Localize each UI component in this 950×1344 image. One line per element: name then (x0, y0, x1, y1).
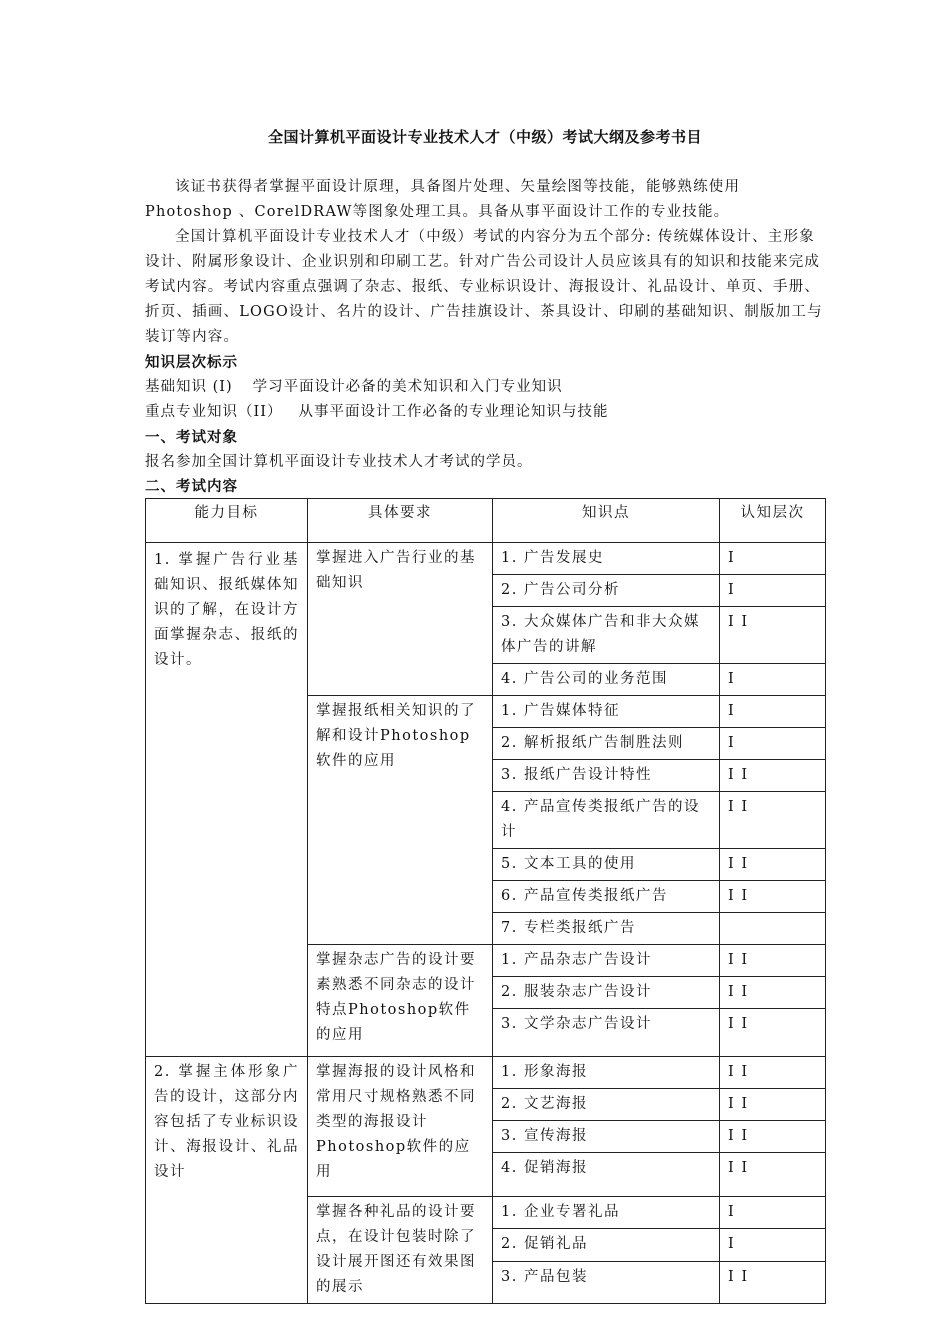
knowledge-point-cell: 7. 专栏类报纸广告 (493, 913, 720, 945)
knowledge-point-cell: 2. 服装杂志广告设计 (493, 977, 720, 1009)
requirement-cell: 掌握海报的设计风格和常用尺寸规格熟悉不同类型的海报设计Photoshop软件的应用 (308, 1057, 493, 1197)
key-level-line (145, 400, 825, 425)
basic-level-label: 基础知识 (I) (145, 379, 233, 395)
requirement-cell: 掌握进入广告行业的基础知识 (308, 543, 493, 696)
table-header-row (146, 499, 826, 543)
level-cell (720, 913, 826, 945)
level-cell: I I (720, 760, 826, 792)
header-knowledge-point: 知识点 (493, 499, 720, 543)
header-requirement: 具体要求 (308, 499, 493, 543)
knowledge-point-cell: 6. 产品宣传类报纸广告 (493, 881, 720, 913)
level-cell: I I (720, 1057, 826, 1089)
level-cell: I (720, 1197, 826, 1229)
knowledge-point-cell: 1. 广告媒体特征 (493, 696, 720, 728)
key-level-desc: 从事平面设计工作必备的专业理论知识与技能 (298, 404, 609, 420)
level-cell: I I (720, 881, 826, 913)
level-cell: I I (720, 849, 826, 881)
knowledge-point-cell: 5. 文本工具的使用 (493, 849, 720, 881)
knowledge-point-cell: 3. 文学杂志广告设计 (493, 1009, 720, 1057)
knowledge-point-cell: 2. 解析报纸广告制胜法则 (493, 728, 720, 760)
level-cell: I I (720, 1261, 826, 1303)
ability-cell: 1. 掌握广告行业基础知识、报纸媒体知识的了解，在设计方面掌握杂志、报纸的设计。 (146, 543, 308, 1057)
level-cell: I (720, 664, 826, 696)
section2-heading: 二、考试内容 (145, 478, 238, 495)
level-cell: I I (720, 607, 826, 664)
knowledge-point-cell: 4. 促销海报 (493, 1153, 720, 1197)
knowledge-point-cell: 2. 促销礼品 (493, 1229, 720, 1261)
key-level-label: 重点专业知识（II） (145, 404, 283, 420)
knowledge-point-cell: 4. 产品宣传类报纸广告的设计 (493, 792, 720, 849)
level-cell: I (720, 543, 826, 575)
header-cognitive-level: 认知层次 (720, 499, 826, 543)
level-cell: I I (720, 1153, 826, 1197)
level-cell: I I (720, 945, 826, 977)
requirement-cell: 掌握报纸相关知识的了解和设计Photoshop软件的应用 (308, 696, 493, 945)
table-row (146, 1057, 826, 1089)
knowledge-point-cell: 1. 形象海报 (493, 1057, 720, 1089)
level-cell: I I (720, 1009, 826, 1057)
level-cell: I I (720, 1121, 826, 1153)
knowledge-point-cell: 3. 大众媒体广告和非大众媒体广告的讲解 (493, 607, 720, 664)
level-cell: I I (720, 792, 826, 849)
table-row (146, 543, 826, 575)
requirement-cell: 掌握杂志广告的设计要素熟悉不同杂志的设计特点Photoshop软件的应用 (308, 945, 493, 1057)
section1-text: 报名参加全国计算机平面设计专业技术人才考试的学员。 (145, 454, 533, 470)
header-ability: 能力目标 (146, 499, 308, 543)
content-paragraph: 全国计算机平面设计专业技术人才（中级）考试的内容分为五个部分: 传统媒体设计、主形象设计、附属形象设计、企业识别和印刷工艺。针对广告公司设计人员应该具有的知识和技能来完成考试内容。考试内容重点强调了杂志、报纸、专业标识设计、海报设计、礼品设计、单页、手册、折页、插画、LOGO设计、名片的设计、广告挂旗设计、茶具设计、印刷的基础知识、制版加工与装订等内容。 (145, 229, 823, 345)
level-cell: I I (720, 1089, 826, 1121)
knowledge-point-cell: 1. 产品杂志广告设计 (493, 945, 720, 977)
exam-content-table (145, 498, 826, 1304)
knowledge-point-cell: 3. 宣传海报 (493, 1121, 720, 1153)
page-title: 全国计算机平面设计专业技术人才（中级）考试大纲及参考书目 (267, 128, 702, 146)
intro-paragraph: 该证书获得者掌握平面设计原理，具备图片处理、矢量绘图等技能，能够熟练使用Photoshop 、CorelDRAW等图象处理工具。具备从事平面设计工作的专业技能。 (145, 179, 741, 220)
section1-heading: 一、考试对象 (145, 429, 238, 446)
requirement-cell: 掌握各种礼品的设计要点，在设计包装时除了设计展开图还有效果图的展示 (308, 1197, 493, 1304)
knowledge-point-cell: 3. 报纸广告设计特性 (493, 760, 720, 792)
level-cell: I (720, 696, 826, 728)
knowledge-point-cell: 2. 广告公司分析 (493, 575, 720, 607)
knowledge-levels-heading: 知识层次标示 (145, 354, 238, 371)
knowledge-point-cell: 1. 广告发展史 (493, 543, 720, 575)
ability-cell: 2. 掌握主体形象广告的设计，这部分内容包括了专业标识设计、海报设计、礼品设计 (146, 1057, 308, 1304)
knowledge-point-cell: 4. 广告公司的业务范围 (493, 664, 720, 696)
level-cell: I I (720, 977, 826, 1009)
level-cell: I (720, 728, 826, 760)
level-cell: I (720, 575, 826, 607)
knowledge-point-cell: 3. 产品包装 (493, 1261, 720, 1303)
basic-level-line (145, 375, 825, 400)
basic-level-desc: 学习平面设计必备的美术知识和入门专业知识 (252, 379, 563, 395)
knowledge-point-cell: 2. 文艺海报 (493, 1089, 720, 1121)
level-cell: I (720, 1229, 826, 1261)
knowledge-point-cell: 1. 企业专署礼品 (493, 1197, 720, 1229)
